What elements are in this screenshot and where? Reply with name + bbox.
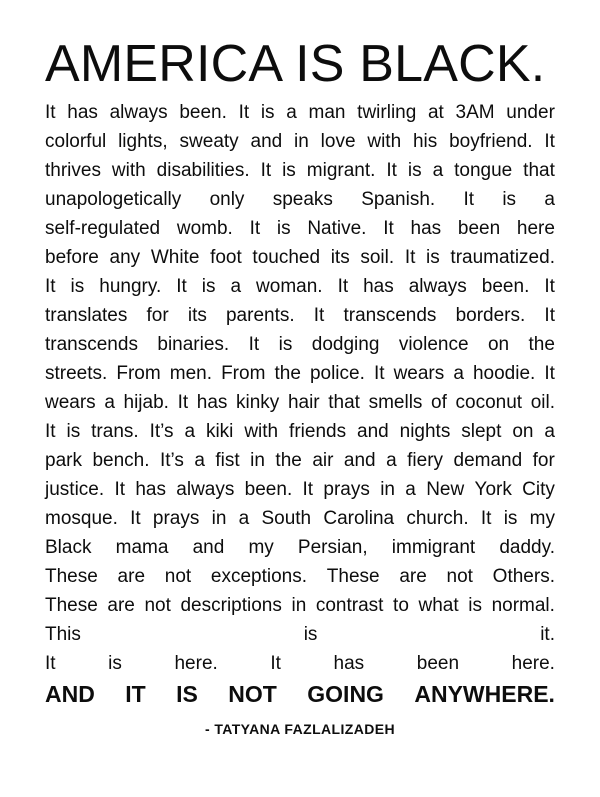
word: hoodie.: [472, 363, 536, 384]
word: disabilities.: [156, 160, 250, 181]
word: is: [278, 334, 293, 355]
word: immigrant: [391, 537, 476, 558]
word: always: [176, 479, 235, 500]
word: York: [474, 479, 512, 500]
word: only: [209, 189, 245, 210]
word: It: [302, 479, 314, 500]
word: soil.: [360, 247, 395, 268]
word: These: [326, 566, 380, 587]
word: unapologetically: [45, 189, 182, 210]
word: mama: [115, 537, 169, 558]
word: has: [333, 653, 365, 674]
word: tongue: [454, 160, 513, 181]
word: is: [303, 624, 318, 645]
word: it.: [540, 624, 555, 645]
word: Others.: [492, 566, 555, 587]
word: It: [544, 305, 555, 326]
body-line: [45, 591, 555, 620]
word: and: [250, 131, 283, 152]
word: at: [427, 102, 444, 123]
word: is: [282, 160, 296, 181]
word: It: [544, 131, 555, 152]
body-line: [45, 388, 555, 417]
word: in: [294, 131, 309, 152]
word: prays: [152, 508, 200, 529]
word: not: [144, 595, 171, 616]
word: a: [104, 392, 115, 413]
word: is: [70, 276, 85, 297]
word: bench.: [92, 450, 150, 471]
word: has: [135, 479, 166, 500]
word: IT: [125, 681, 146, 707]
word: always: [408, 276, 467, 297]
word: It: [337, 276, 349, 297]
word: for: [532, 450, 555, 471]
word: exceptions.: [210, 566, 308, 587]
word: has: [410, 218, 442, 239]
word: are: [117, 566, 146, 587]
body-line-emphasis: [45, 678, 555, 710]
word: This: [45, 624, 81, 645]
word: foot: [210, 247, 242, 268]
word: friends: [289, 421, 347, 442]
body-line: [45, 301, 555, 330]
body-line: [45, 504, 555, 533]
word: binaries.: [157, 334, 230, 355]
body-line: [45, 649, 555, 678]
word: coconut: [455, 392, 523, 413]
word: and: [343, 450, 376, 471]
word: It: [238, 102, 250, 123]
word: under: [506, 102, 555, 123]
word: is: [260, 102, 275, 123]
body-line: [45, 417, 555, 446]
word: New: [426, 479, 465, 500]
word: It: [249, 218, 261, 239]
word: is: [66, 421, 81, 442]
word: 3AM: [455, 102, 495, 123]
poster-title: AMERICA IS BLACK.: [45, 35, 546, 93]
word: hungry.: [99, 276, 162, 297]
word: Native.: [307, 218, 367, 239]
poster-body: [45, 98, 555, 710]
word: It: [45, 421, 56, 442]
word: descriptions: [180, 595, 282, 616]
word: in: [291, 595, 307, 616]
word: been.: [481, 276, 530, 297]
word: It: [544, 363, 555, 384]
word: a: [386, 450, 397, 471]
word: It: [544, 276, 555, 297]
body-line: [45, 156, 555, 185]
word: From: [116, 363, 161, 384]
word: contrast: [315, 595, 384, 616]
word: transcends: [45, 334, 138, 355]
word: These: [45, 566, 98, 587]
word: its: [187, 305, 207, 326]
word: a: [184, 421, 196, 442]
word: It: [45, 102, 56, 123]
word: From: [221, 363, 266, 384]
word: on: [487, 334, 510, 355]
word: wears: [393, 363, 445, 384]
word: self-regulated: [45, 218, 161, 239]
word: woman.: [256, 276, 323, 297]
word: borders.: [455, 305, 526, 326]
word: of: [431, 392, 447, 413]
body-line: [45, 475, 555, 504]
word: It: [270, 653, 281, 674]
body-line: [45, 98, 555, 127]
word: and: [357, 421, 389, 442]
word: lights,: [118, 131, 168, 152]
word: migrant.: [306, 160, 376, 181]
word: not: [164, 566, 192, 587]
word: is: [426, 247, 440, 268]
word: South: [261, 508, 312, 529]
body-line: [45, 185, 555, 214]
word: daddy.: [499, 537, 555, 558]
body-line: [45, 562, 555, 591]
body-line: [45, 620, 555, 649]
word: been.: [244, 479, 293, 500]
word: any: [109, 247, 141, 268]
word: men.: [169, 363, 213, 384]
word: It’s: [159, 450, 184, 471]
word: It: [130, 508, 141, 529]
word: AND: [45, 681, 95, 707]
word: to: [393, 595, 409, 616]
word: love: [320, 131, 356, 152]
word: City: [522, 479, 555, 500]
word: a: [544, 189, 555, 210]
word: in: [211, 508, 227, 529]
word: is: [276, 218, 291, 239]
word: a: [238, 508, 250, 529]
word: been.: [179, 102, 227, 123]
word: It: [177, 392, 189, 413]
word: Carolina: [323, 508, 395, 529]
word: a: [405, 479, 416, 500]
word: here.: [174, 653, 218, 674]
word: in: [380, 479, 395, 500]
word: is: [502, 189, 517, 210]
word: my: [248, 537, 274, 558]
word: twirling: [357, 102, 417, 123]
word: are: [107, 595, 135, 616]
word: a: [230, 276, 242, 297]
word: before: [45, 247, 99, 268]
word: with: [367, 131, 402, 152]
word: with: [111, 160, 146, 181]
word: Black: [45, 537, 92, 558]
word: a: [544, 421, 555, 442]
word: always: [109, 102, 168, 123]
word: the: [274, 363, 301, 384]
word: It: [463, 189, 475, 210]
attribution: - TATYANA FAZLALIZADEH: [204, 721, 395, 737]
word: been: [457, 218, 501, 239]
word: hair: [287, 392, 320, 413]
word: It: [386, 160, 397, 181]
word: justice.: [45, 479, 105, 500]
word: IS: [176, 681, 198, 707]
word: It: [114, 479, 126, 500]
word: GOING: [307, 681, 384, 707]
body-line: [45, 533, 555, 562]
word: It: [176, 276, 187, 297]
word: a: [194, 450, 205, 471]
word: ANYWHERE.: [414, 681, 555, 707]
word: These: [45, 595, 98, 616]
word: kiki: [205, 421, 234, 442]
word: and: [192, 537, 225, 558]
word: has: [67, 102, 98, 123]
body-line: [45, 446, 555, 475]
word: a: [453, 363, 464, 384]
word: hijab.: [123, 392, 169, 413]
word: the: [275, 450, 302, 471]
word: his: [412, 131, 438, 152]
body-line: [45, 359, 555, 388]
word: dodging: [311, 334, 380, 355]
word: the: [528, 334, 555, 355]
word: It: [480, 508, 492, 529]
word: smells: [368, 392, 423, 413]
word: White: [150, 247, 200, 268]
body-line: [45, 214, 555, 243]
body-line: [45, 243, 555, 272]
word: boyfriend.: [449, 131, 533, 152]
word: in: [250, 450, 265, 471]
word: womb.: [176, 218, 233, 239]
word: normal.: [491, 595, 555, 616]
word: church.: [406, 508, 469, 529]
word: It: [260, 160, 272, 181]
word: It: [313, 305, 325, 326]
word: It: [373, 363, 385, 384]
word: for: [146, 305, 169, 326]
word: prays: [323, 479, 370, 500]
word: not: [446, 566, 473, 587]
body-line: [45, 272, 555, 301]
word: that: [523, 160, 555, 181]
word: with: [244, 421, 279, 442]
word: It: [45, 276, 56, 297]
word: is: [407, 160, 422, 181]
word: traumatized.: [450, 247, 555, 268]
word: parents.: [225, 305, 295, 326]
word: man: [308, 102, 346, 123]
word: are: [399, 566, 427, 587]
word: trans.: [91, 421, 139, 442]
word: demand: [453, 450, 523, 471]
body-line: [45, 330, 555, 359]
word: oil.: [530, 392, 555, 413]
word: a: [286, 102, 297, 123]
word: NOT: [228, 681, 277, 707]
body-line: [45, 127, 555, 156]
word: is: [201, 276, 216, 297]
word: transcends: [343, 305, 437, 326]
word: here: [516, 218, 555, 239]
word: been: [416, 653, 460, 674]
word: what: [418, 595, 459, 616]
word: park: [45, 450, 82, 471]
word: sweaty: [179, 131, 239, 152]
word: is: [468, 595, 482, 616]
word: police.: [309, 363, 365, 384]
word: here.: [511, 653, 555, 674]
word: Spanish.: [361, 189, 436, 210]
word: kinky: [236, 392, 280, 413]
word: It: [404, 247, 416, 268]
word: It’s: [149, 421, 174, 442]
word: Persian,: [297, 537, 368, 558]
word: on: [512, 421, 534, 442]
word: speaks: [272, 189, 333, 210]
word: nights: [399, 421, 451, 442]
word: air: [312, 450, 334, 471]
word: mosque.: [45, 508, 118, 529]
word: is: [108, 653, 122, 674]
word: It: [248, 334, 260, 355]
word: fiery: [407, 450, 444, 471]
word: streets.: [45, 363, 108, 384]
word: fist: [215, 450, 240, 471]
word: slept: [461, 421, 502, 442]
word: colorful: [45, 131, 107, 152]
word: It: [45, 653, 56, 674]
word: my: [529, 508, 555, 529]
word: translates: [45, 305, 128, 326]
word: a: [432, 160, 444, 181]
word: has: [363, 276, 394, 297]
word: that: [328, 392, 360, 413]
word: has: [196, 392, 228, 413]
word: thrives: [45, 160, 101, 181]
word: is: [503, 508, 518, 529]
word: violence: [398, 334, 469, 355]
word: touched: [252, 247, 321, 268]
word: wears: [45, 392, 96, 413]
word: It: [383, 218, 394, 239]
word: its: [330, 247, 350, 268]
